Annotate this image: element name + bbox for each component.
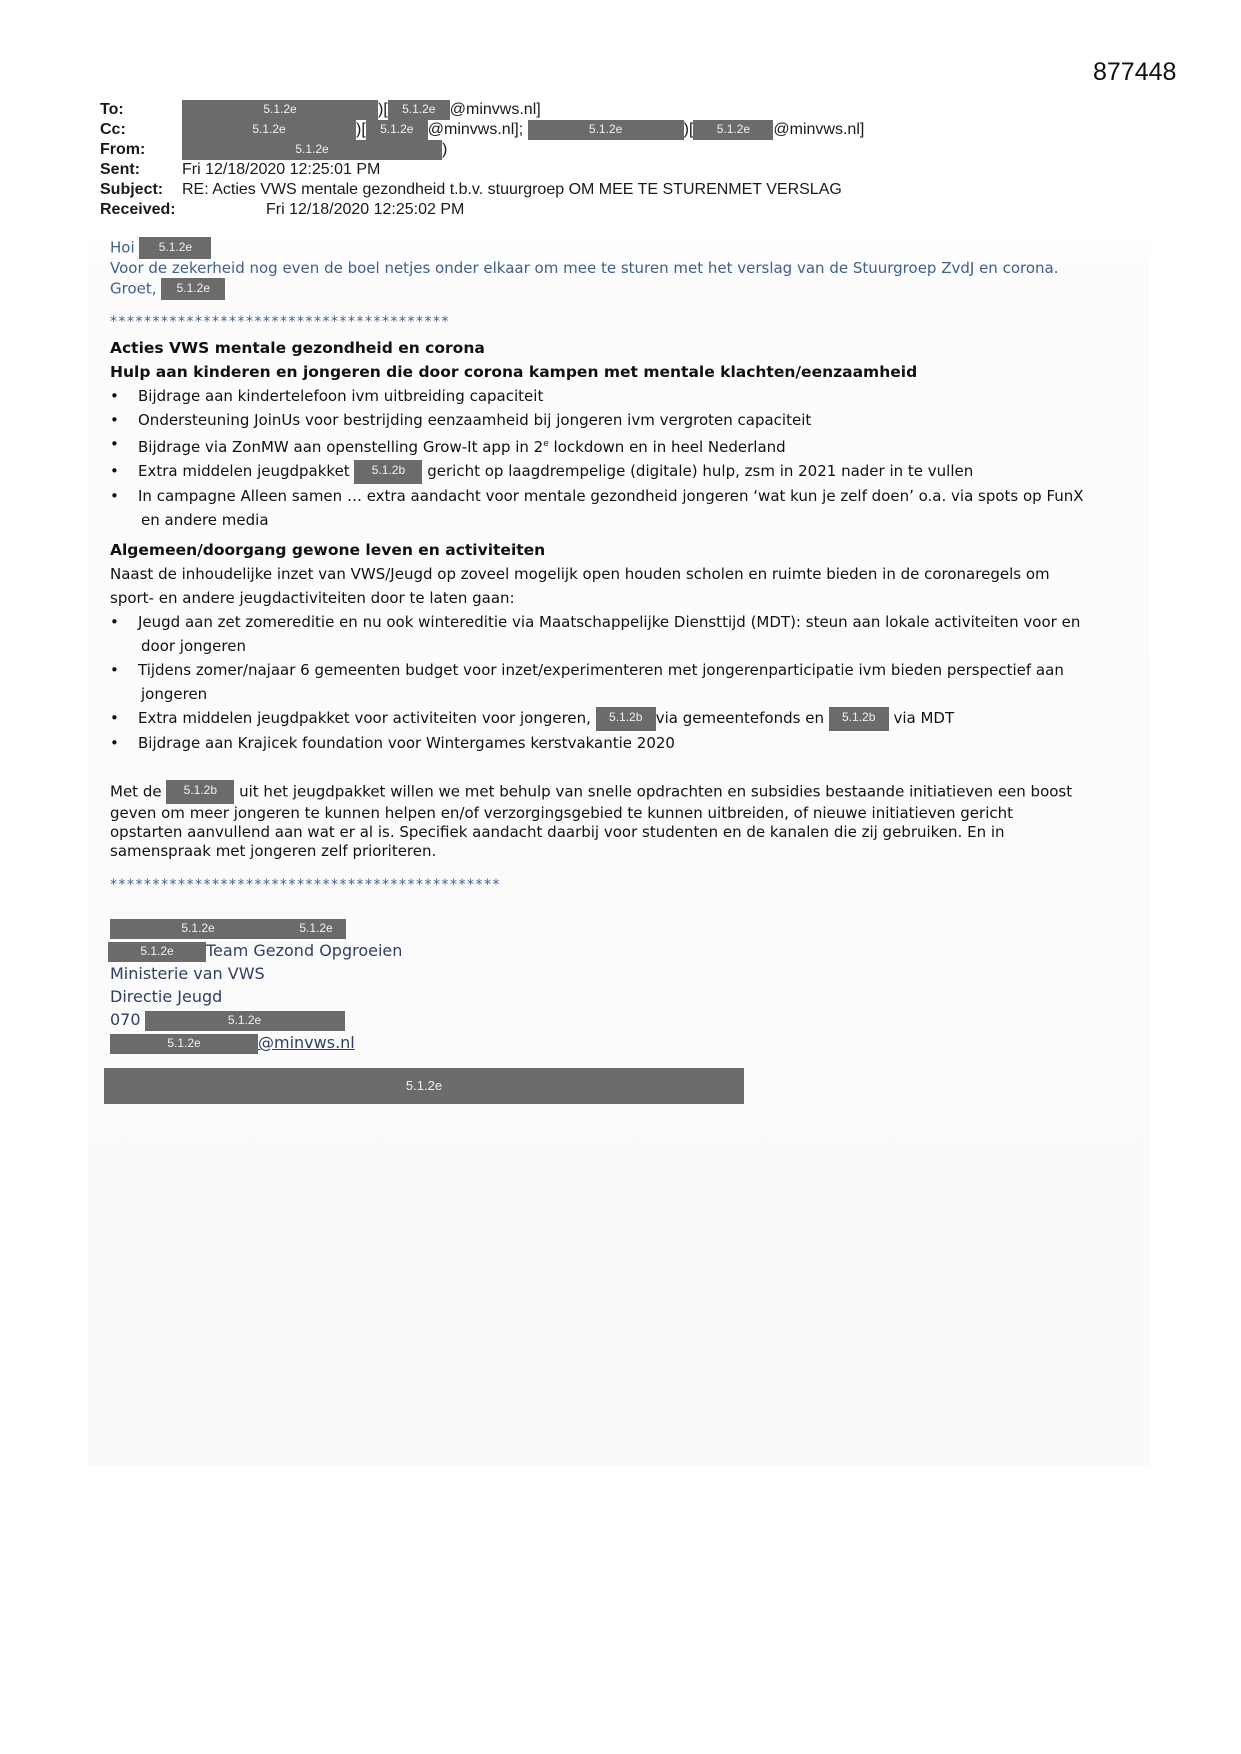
signature-team: Team Gezond Opgroeien bbox=[206, 941, 403, 960]
section-title: Acties VWS mentale gezondheid en corona bbox=[110, 339, 485, 357]
received-value: Fri 12/18/2020 12:25:02 PM bbox=[266, 201, 465, 218]
separator-stars-bottom: ********************************************** bbox=[110, 877, 501, 893]
separator-stars-top: **************************************** bbox=[110, 314, 450, 330]
redaction-box: 5.1.2b bbox=[354, 460, 422, 484]
redaction-box: 5.1.2e bbox=[693, 120, 773, 140]
signature-ministry: Ministerie van VWS bbox=[110, 964, 265, 983]
bullet-list bbox=[110, 610, 1080, 755]
signature-email-link[interactable]: @minvws.nl bbox=[258, 1033, 355, 1052]
cc-separator: )[ bbox=[356, 121, 366, 139]
to-label: To: bbox=[100, 101, 124, 118]
cc-separator-2: )[ bbox=[683, 121, 694, 139]
greeting-hoi: Hoi bbox=[110, 238, 135, 257]
cc-domain-2: @minvws.nl] bbox=[773, 121, 865, 139]
redaction-box: 5.1.2e bbox=[110, 1034, 258, 1054]
bullet-list bbox=[110, 384, 1084, 532]
list-item: • Bijdrage aan Krajicek foundation voor Wintergames kerstvakantie 2020 bbox=[110, 731, 1080, 755]
list-item: • Extra middelen jeugdpakket 5.1.2b gericht op laagdrempelige (digitale) hulp, zsm in 2021 nader in te vullen bbox=[110, 459, 1084, 484]
sent-label: Sent: bbox=[100, 161, 140, 178]
redaction-box: 5.1.2b bbox=[829, 707, 889, 731]
signature bbox=[110, 916, 402, 1054]
list-item: • Extra middelen jeugdpakket voor activiteiten voor jongeren, 5.1.2b via gemeentefonds en 5.1.2b via MDT bbox=[110, 706, 1080, 731]
greeting-line: Voor de zekerheid nog even de boel netjes onder elkaar om mee te sturen met het verslag van de Stuurgroep ZvdJ en corona. bbox=[110, 259, 1059, 277]
list-item: • Jeugd aan zet zomereditie en nu ook wintereditie via Maatschappelijke Diensttijd (MDT): steun aan lokale activiteiten voor en door jongeren bbox=[110, 610, 1080, 658]
redaction-box: 5.1.2e bbox=[528, 120, 684, 140]
greeting bbox=[110, 237, 1059, 300]
section-title: Algemeen/doorgang gewone leven en activiteiten bbox=[110, 541, 546, 559]
from-label: From: bbox=[100, 141, 146, 158]
cc-domain-1: @minvws.nl]; bbox=[427, 121, 524, 139]
redaction-box: 5.1.2e bbox=[182, 100, 378, 120]
subject-value: RE: Acties VWS mentale gezondheid t.b.v. stuurgroep OM MEE TE STURENMET VERSLAG bbox=[182, 181, 842, 198]
redaction-box: 5.1.2e bbox=[182, 120, 356, 140]
paragraph-jeugdpakket: Met de 5.1.2b uit het jeugdpakket willen we met behulp van snelle opdrachten en subsidies bestaande initiatieven een boost geven om meer jongeren te kunnen helpen en/of verzorgingsgebied te kunnen uitbreiden, of nieuwe initiatieven gericht opstarten aanvullend aan wat er al is. Specifiek aandacht daarbij voor studenten en de kanalen die zij gebruiken. En in samenspraak met jongeren zelf prioriteren. bbox=[110, 780, 1072, 861]
redaction-box: 5.1.2e bbox=[182, 140, 442, 160]
redaction-box: 5.1.2e bbox=[161, 278, 225, 300]
redaction-box: 5.1.2e bbox=[388, 100, 450, 120]
list-item: • Bijdrage via ZonMW aan openstelling Grow-It app in 2e lockdown en in heel Nederland bbox=[110, 432, 1084, 459]
section-general bbox=[110, 538, 1080, 755]
section-mental-health bbox=[110, 336, 1084, 532]
redaction-box: 5.1.2e bbox=[108, 942, 206, 962]
from-separator: ) bbox=[442, 141, 448, 159]
list-item: • Bijdrage aan kindertelefoon ivm uitbreiding capaciteit bbox=[110, 384, 1084, 408]
to-separator: )[ bbox=[378, 101, 388, 119]
redaction-box: 5.1.2b bbox=[596, 707, 656, 731]
received-label: Received: bbox=[100, 201, 176, 218]
signature-phone: 070 bbox=[110, 1010, 141, 1029]
redaction-box: 5.1.2e bbox=[139, 237, 211, 259]
list-item: • Tijdens zomer/najaar 6 gemeenten budget voor inzet/experimenteren met jongerenparticipatie ivm bieden perspectief aan jongeren bbox=[110, 658, 1080, 706]
sent-value: Fri 12/18/2020 12:25:01 PM bbox=[182, 161, 381, 178]
subject-label: Subject: bbox=[100, 181, 164, 198]
list-item: • Ondersteuning JoinUs voor bestrijding eenzaamheid bij jongeren ivm vergroten capaciteit bbox=[110, 408, 1084, 432]
section-subtitle: Hulp aan kinderen en jongeren die door corona kampen met mentale klachten/eenzaamheid bbox=[110, 363, 918, 381]
redaction-box: 5.1.2e bbox=[286, 919, 346, 939]
document-number: 877448 bbox=[1093, 58, 1177, 86]
cc-label: Cc: bbox=[100, 121, 126, 138]
greeting-groet: Groet, bbox=[110, 279, 157, 298]
list-item: • In campagne Alleen samen … extra aandacht voor mentale gezondheid jongeren ‘wat kun je zelf doen’ o.a. via spots op FunX en andere media bbox=[110, 484, 1084, 532]
redaction-box: 5.1.2e bbox=[366, 120, 428, 140]
redaction-bar: 5.1.2e bbox=[104, 1068, 744, 1104]
signature-directorate: Directie Jeugd bbox=[110, 987, 223, 1006]
redaction-box: 5.1.2e bbox=[145, 1011, 345, 1031]
redaction-box: 5.1.2e bbox=[110, 919, 286, 939]
section-intro: Naast de inhoudelijke inzet van VWS/Jeugd op zoveel mogelijk open houden scholen en ruimte bieden in de coronaregels om sport- en andere jeugdactiviteiten door te laten gaan: bbox=[110, 565, 1050, 607]
to-domain: @minvws.nl] bbox=[449, 101, 541, 119]
redaction-box: 5.1.2b bbox=[166, 780, 234, 804]
